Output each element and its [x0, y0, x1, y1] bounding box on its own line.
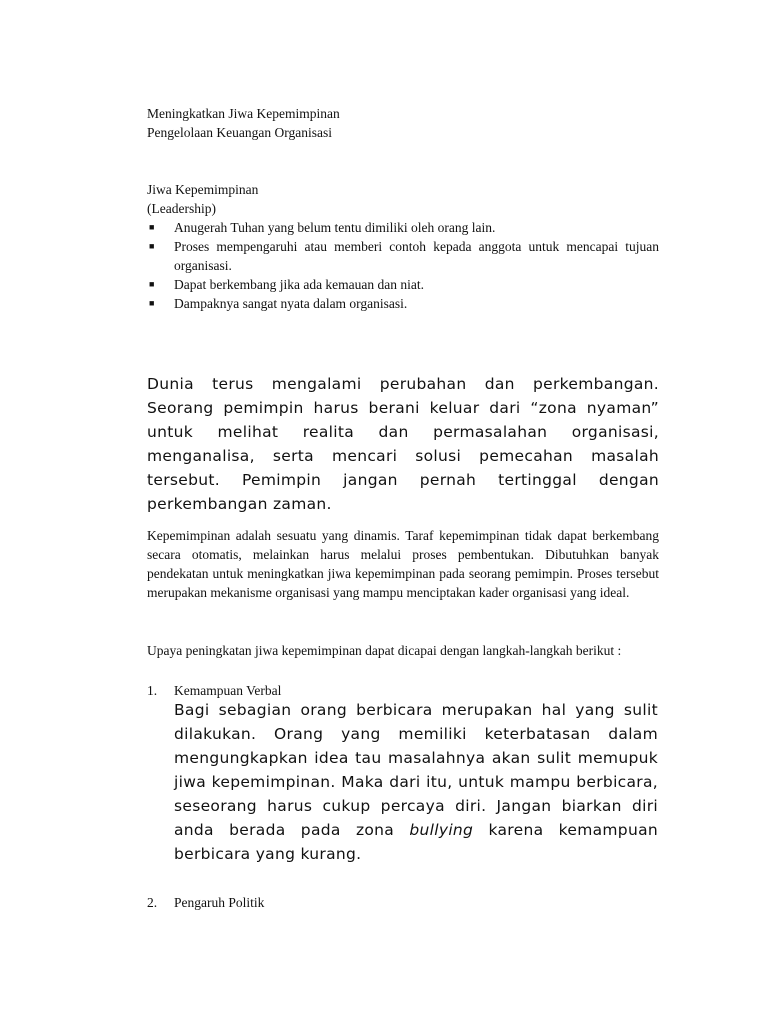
section-subheading: (Leadership) — [147, 201, 216, 216]
bullet-icon: ■ — [149, 279, 155, 289]
bullet-text: Dampaknya sangat nyata dalam organisasi. — [174, 296, 408, 311]
document-subtitle: Pengelolaan Keuangan Organisasi — [147, 125, 332, 140]
bullet-text: Anugerah Tuhan yang belum tentu dimiliki oleh orang lain. — [174, 220, 496, 235]
item-body-text: karena kemampuan berbicara yang kurang. — [174, 821, 658, 863]
intro-paragraph: Dunia terus mengalami perubahan dan perkembangan. Seorang pemimpin harus berani keluar dari “zona nyaman” untuk melihat realita dan permasalahan organisasi, menganalisa, serta mencari solusi pemecahan masalah tersebut. Pemimpin jangan pernah tertinggal dengan perkembangan zaman. — [147, 375, 659, 513]
bullet-icon: ■ — [149, 222, 155, 232]
bullet-icon: ■ — [149, 298, 155, 308]
leadership-section — [147, 180, 659, 313]
item-body-text: Bagi sebagian orang berbicara merupakan hal yang sulit dilakukan. Orang yang memiliki keterbatasan dalam mengungkapkan idea tau masalahnya akan sulit memupuk jiwa kepemimpinan. Maka dari itu, untuk mampu berbicara, seseorang harus cukup percaya diri. Jangan biarkan diri anda berada pada zona — [174, 701, 658, 839]
emphasis-text: bullying — [409, 821, 474, 839]
item-number: 2. — [147, 895, 158, 910]
body-paragraph: Kepemimpinan adalah sesuatu yang dinamis. Taraf kepemimpinan tidak dapat berkembang secara otomatis, melainkan harus melalui proses pembentukan. Dibutuhkan banyak pendekatan untuk meningkatkan jiwa kepemimpinan pada seorang pemimpin. Proses tersebut merupakan mekanisme organisasi yang mampu menciptakan kader organisasi yang ideal. — [147, 528, 659, 600]
document-title: Meningkatkan Jiwa Kepemimpinan — [147, 106, 340, 121]
item-title: Kemampuan Verbal — [174, 683, 282, 698]
item-number: 1. — [147, 683, 158, 698]
list-item — [147, 237, 659, 275]
item-title: Pengaruh Politik — [174, 895, 265, 910]
list-item — [147, 275, 659, 294]
item-body — [174, 698, 658, 866]
bullet-icon: ■ — [149, 241, 155, 251]
list-item — [147, 294, 659, 313]
bullet-text: Proses mempengaruhi atau memberi contoh kepada anggota untuk mencapai tujuan organisasi. — [174, 239, 659, 273]
body-paragraph: Upaya peningkatan jiwa kepemimpinan dapat dicapai dengan langkah-langkah berikut : — [147, 643, 622, 658]
bullet-list — [147, 218, 659, 313]
list-item — [147, 218, 659, 237]
bullet-text: Dapat berkembang jika ada kemauan dan niat. — [174, 277, 425, 292]
section-heading: Jiwa Kepemimpinan — [147, 182, 259, 197]
document-header — [147, 104, 659, 142]
